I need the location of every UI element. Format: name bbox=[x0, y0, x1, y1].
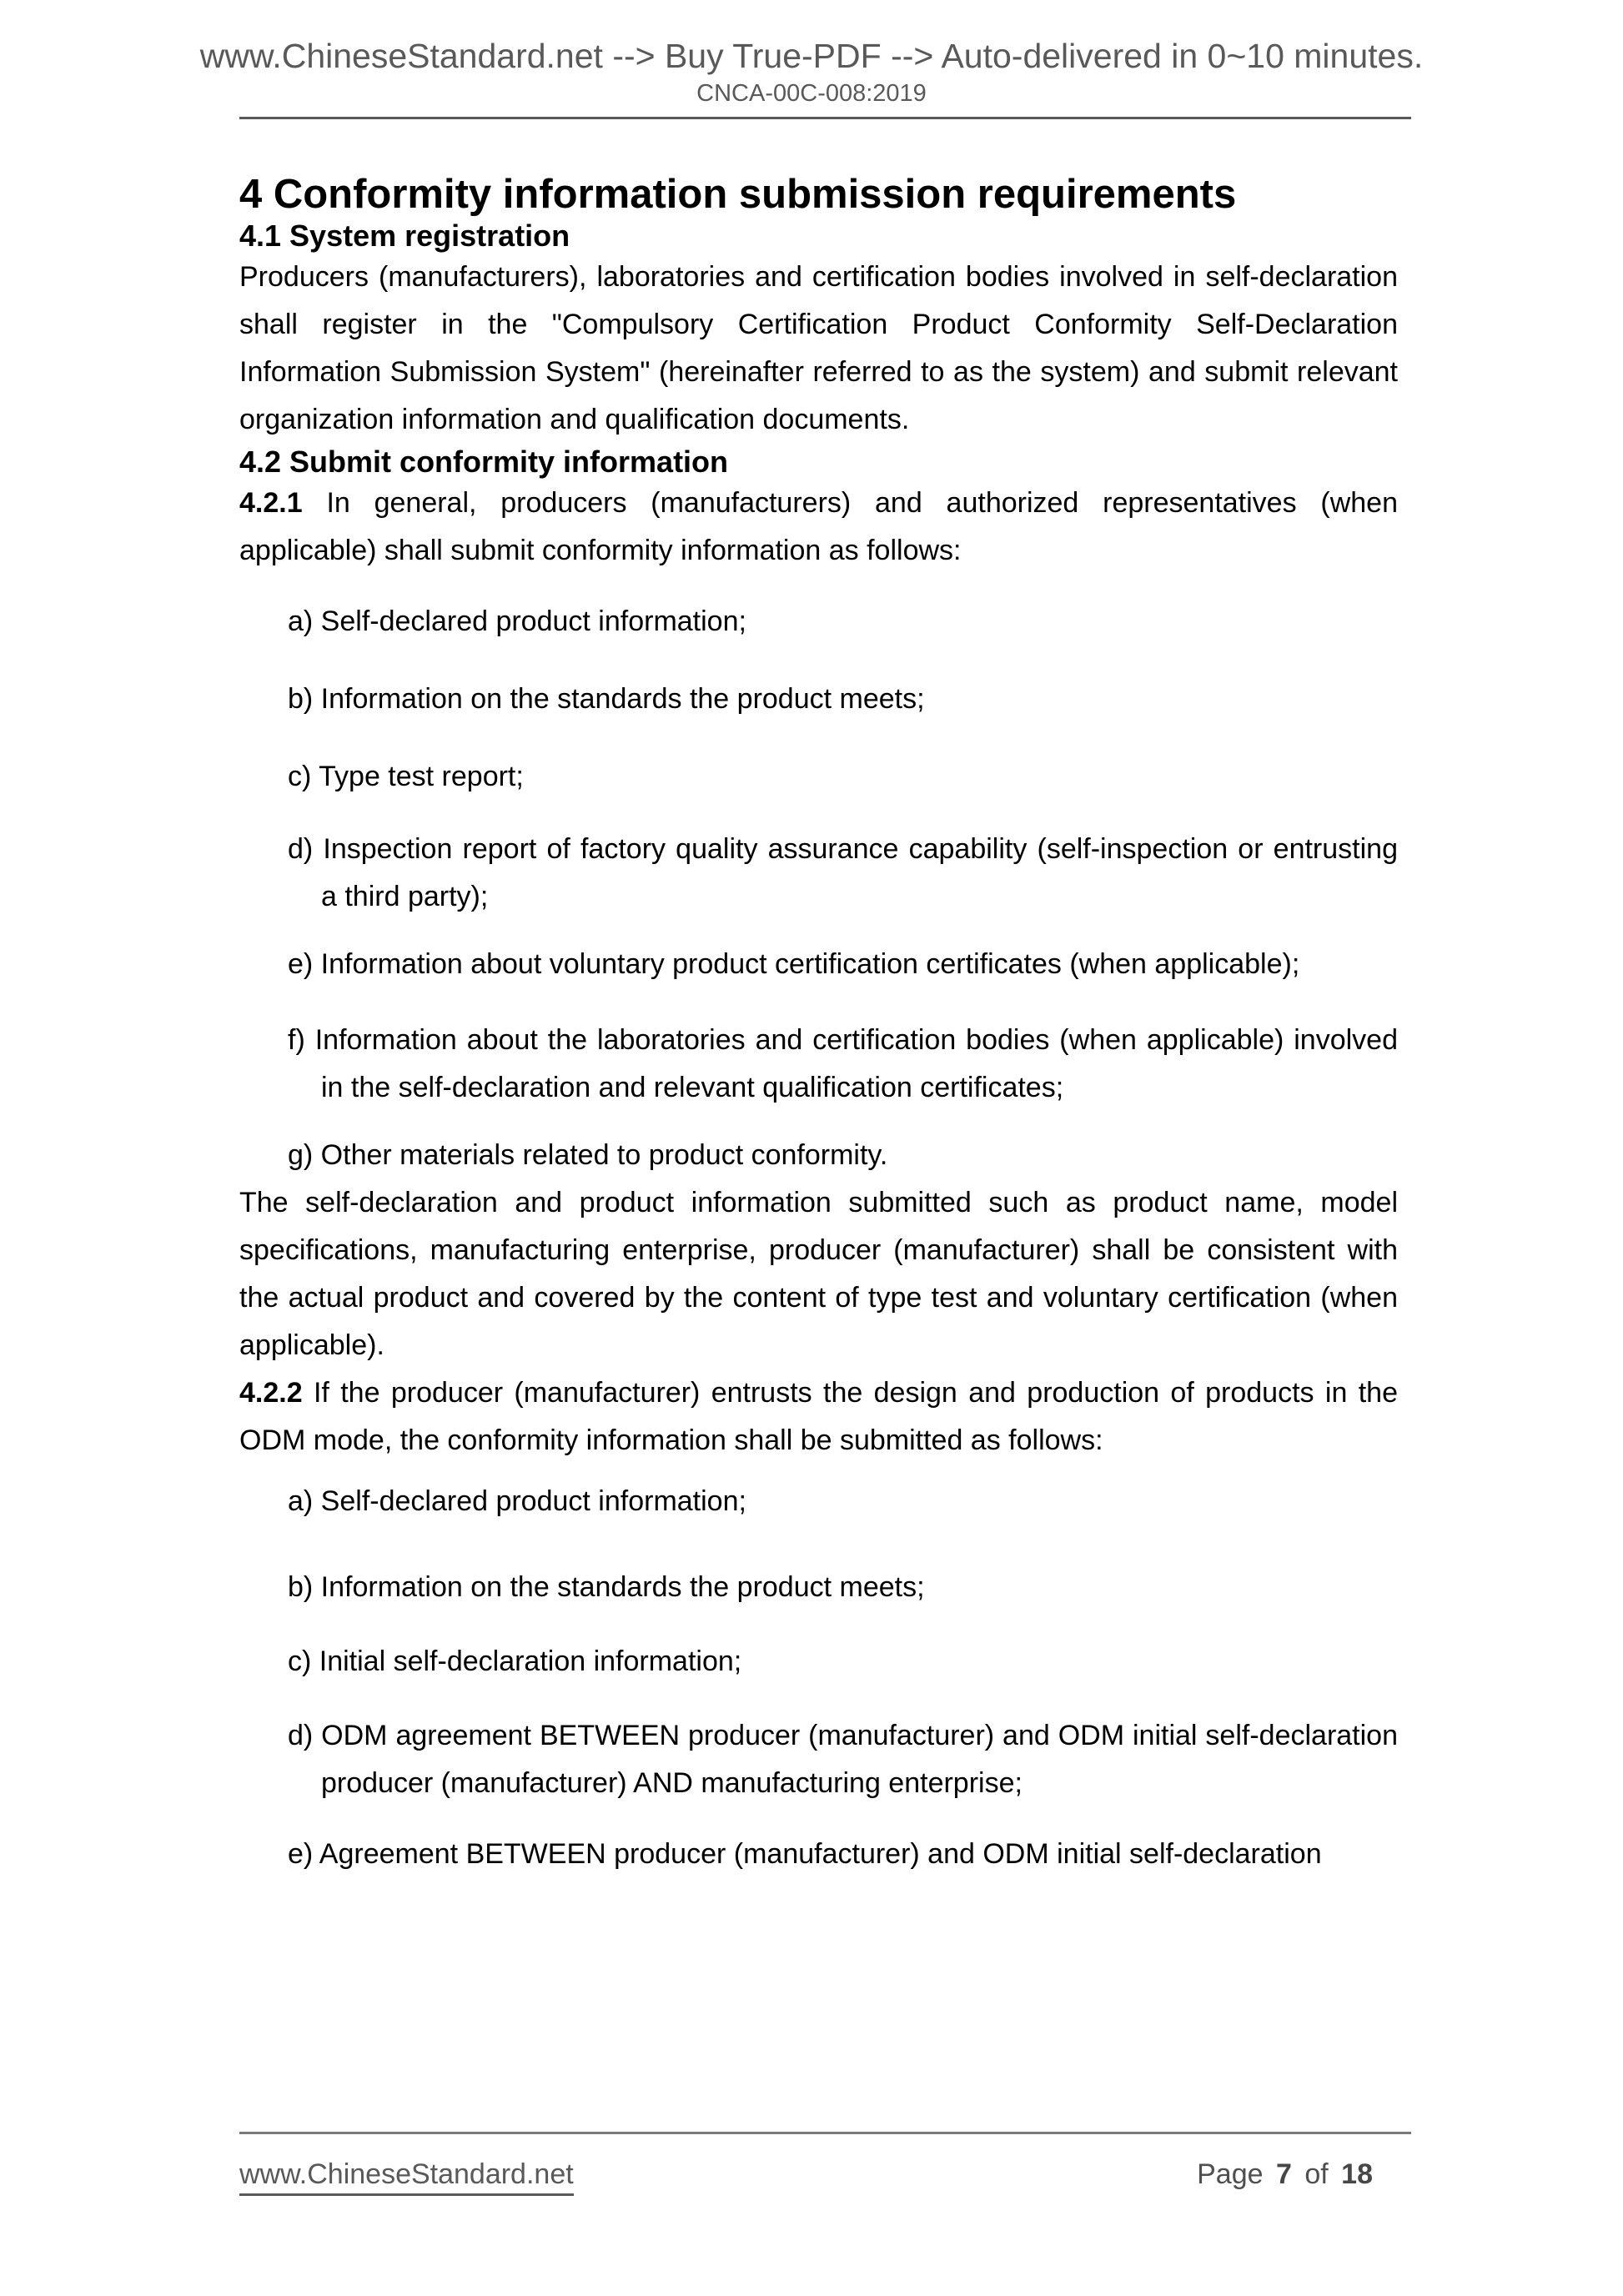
list-item: d) ODM agreement BETWEEN producer (manufacturer) and ODM initial self-declaration producer (manufacturer) AND manufacturing enterprise; bbox=[288, 1720, 1398, 1799]
clause-4-2-1-list bbox=[239, 598, 1398, 1179]
header-banner-text: www.ChineseStandard.net --> Buy True-PDF --> Auto-delivered in 0~10 minutes. bbox=[199, 37, 1424, 75]
list-item: d) Inspection report of factory quality assurance capability (self-inspection or entrusting a third party); bbox=[288, 833, 1398, 912]
list-item: c) Initial self-declaration information; bbox=[288, 1645, 742, 1677]
list-item: g) Other materials related to product conformity. bbox=[288, 1139, 888, 1171]
footer-divider bbox=[239, 2132, 1411, 2134]
list-item: e) Information about voluntary product certification certificates (when applicable); bbox=[288, 948, 1300, 980]
clause-4-2-2-paragraph bbox=[239, 1369, 1398, 1465]
list-item: e) Agreement BETWEEN producer (manufacturer) and ODM initial self-declaration bbox=[288, 1838, 1322, 1870]
list-item: c) Type test report; bbox=[288, 761, 524, 792]
section-4-1-paragraph: Producers (manufacturers), laboratories and certification bodies involved in self-declaration shall register in the "Compulsory Certification Product Conformity Self-Declaration Information Submission System" (hereinafter referred to as the system) and submit relevant organization information and qualification documents. bbox=[239, 261, 1398, 435]
page-body bbox=[239, 171, 1398, 1878]
page-indicator-label: Page bbox=[1197, 2158, 1264, 2190]
list-item: b) Information on the standards the product meets; bbox=[288, 1571, 925, 1603]
list-item: a) Self-declared product information; bbox=[288, 605, 746, 637]
clause-4-2-2-number: 4.2.2 bbox=[239, 1377, 303, 1409]
clause-4-2-2-text: If the producer (manufacturer) entrusts the design and production of products in the ODM mode, the conformity information shall be submitted as follows: bbox=[239, 1377, 1398, 1456]
footer-row bbox=[239, 2158, 1411, 2196]
footer-website-link[interactable]: www.ChineseStandard.net bbox=[239, 2158, 574, 2196]
clause-4-2-1-number: 4.2.1 bbox=[239, 487, 303, 519]
document-code: CNCA-00C-008:2019 bbox=[696, 80, 927, 107]
list-item: b) Information on the standards the product meets; bbox=[288, 683, 925, 715]
list-item: f) Information about the laboratories and certification bodies (when applicable) involved in the self-declaration and relevant qualification certificates; bbox=[288, 1024, 1398, 1103]
clause-4-2-1-closing-paragraph: The self-declaration and product information submitted such as product name, model specifications, manufacturing enterprise, producer (manufacturer) shall be consistent with the actual product and covered by the content of type test and voluntary certification (when applicable). bbox=[239, 1187, 1398, 1361]
section-4-2-heading: 4.2 Submit conformity information bbox=[239, 445, 729, 479]
clause-4-2-1-text: In general, producers (manufacturers) and authorized representatives (when applicable) shall submit conformity information as follows: bbox=[239, 487, 1398, 566]
section-4-title: 4 Conformity information submission requirements bbox=[239, 172, 1237, 217]
section-4-1-heading: 4.1 System registration bbox=[239, 219, 570, 253]
clause-4-2-1-paragraph bbox=[239, 480, 1398, 575]
page-indicator bbox=[1197, 2158, 1411, 2191]
page-total-number: 18 bbox=[1341, 2158, 1373, 2190]
page-current-number: 7 bbox=[1275, 2158, 1292, 2190]
list-item: a) Self-declared product information; bbox=[288, 1485, 746, 1517]
page-footer bbox=[239, 2132, 1411, 2196]
header-divider bbox=[239, 117, 1411, 119]
clause-4-2-2-list bbox=[239, 1478, 1398, 1878]
page-indicator-of: of bbox=[1304, 2158, 1329, 2190]
